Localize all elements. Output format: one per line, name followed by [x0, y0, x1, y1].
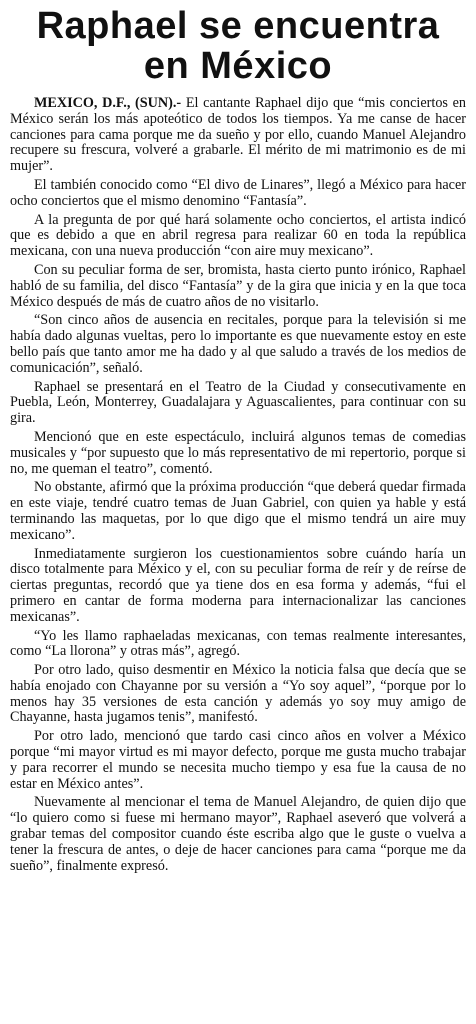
headline [10, 6, 466, 86]
paragraph: No obstante, afirmó que la próxima producción “que deberá quedar firmada en este viaje, tendré cuatro temas de Juan Gabriel, con quien ya hable y está terminando las maquetas, por lo que digo que el mismo tendrá un aire muy mexicano”. [10, 479, 466, 543]
paragraph-text: El cantante Raphael dijo que “mis conciertos en México serán los más apoteótico de todos los tiempos. Ya me canse de hacer canciones para cama porque me da sueño y por ello, cuando Manuel Alejandro recupere su frescura, volveré a grabarle. El mérito de mi matrimonio es de mi mujer”. [10, 95, 467, 175]
dateline: MEXICO, D.F., (SUN).- [34, 95, 182, 111]
paragraph: Por otro lado, quiso desmentir en México la noticia falsa que decía que se había enojado con Chayanne por su versión a “Yo soy aquel”, “porque por lo menos hay 35 versiones de esta canción y además yo soy muy amigo de Chayanne, hasta jugamos tenis”, manifestó. [10, 662, 466, 726]
paragraph: Con su peculiar forma de ser, bromista, hasta cierto punto irónico, Raphael habló de su familia, del disco “Fantasía” y de la gira que inicia y en la que toca México después de más de cuatro años de no visitarlo. [10, 261, 466, 310]
paragraph: “Son cinco años de ausencia en recitales, porque para la televisión si me había dado algunas vueltas, pero lo importante es que nuevamente estoy en este bello país que tanto amor me ha dado y al que saludo a través de los medios de comunicación”, señaló. [10, 312, 466, 376]
paragraph: Raphael se presentará en el Teatro de la Ciudad y consecutivamente en Puebla, León, Monterrey, Guadalajara y Aguascalientes, para continuar con su gira. [10, 378, 466, 427]
paragraph: Por otro lado, mencionó que tardo casi cinco años en volver a México porque “mi mayor virtud es mi mayor defecto, porque me gusta mucho trabajar y para recorrer el mundo se necesita mucho tiempo y esa fue la causa de no estar en México antes”. [10, 728, 466, 792]
article-body [10, 96, 466, 874]
paragraph: Inmediatamente surgieron los cuestionamientos sobre cuándo haría un disco totalmente para México y el, con su peculiar forma de reír y de reírse de ciertas preguntas, recordó que ya tiene dos en esa forma y además, “fui el primero en cantar de forma moderna para internacionalizar las canciones mexicanas”. [10, 545, 466, 625]
headline-line-1: Raphael se encuentra [36, 5, 440, 47]
headline-line-2: en México [143, 45, 333, 87]
paragraph: Mencionó que en este espectáculo, incluirá algunos temas de comedias musicales y “por supuesto que lo más representativo de mi repertorio, porque si no, me queman el teatro”, comentó. [10, 428, 466, 477]
paragraph: A la pregunta de por qué hará solamente ocho conciertos, el artista indicó que es debido a que en abril regresa para realizar 60 en toda la república mexicana, con una nueva producción “con aire muy mexicano”. [10, 211, 466, 260]
paragraph: El también conocido como “El divo de Linares”, llegó a México para hacer ocho conciertos que el mismo denomino “Fantasía”. [10, 176, 466, 209]
paragraph: “Yo les llamo raphaeladas mexicanas, con temas realmente interesantes, como “La llorona” y otras más”, agregó. [10, 627, 466, 660]
paragraph [10, 96, 466, 175]
paragraph: Nuevamente al mencionar el tema de Manuel Alejandro, de quien dijo que “lo quiero como si fuese mi hermano mayor”, Raphael aseveró que volverá a grabar temas del compositor cuando éste escriba algo que le guste o vuelva a tener la frescura de antes, o deje de hacer canciones para cama “porque me da sueño”, finalmente expresó. [10, 794, 466, 874]
news-article [10, 6, 466, 877]
